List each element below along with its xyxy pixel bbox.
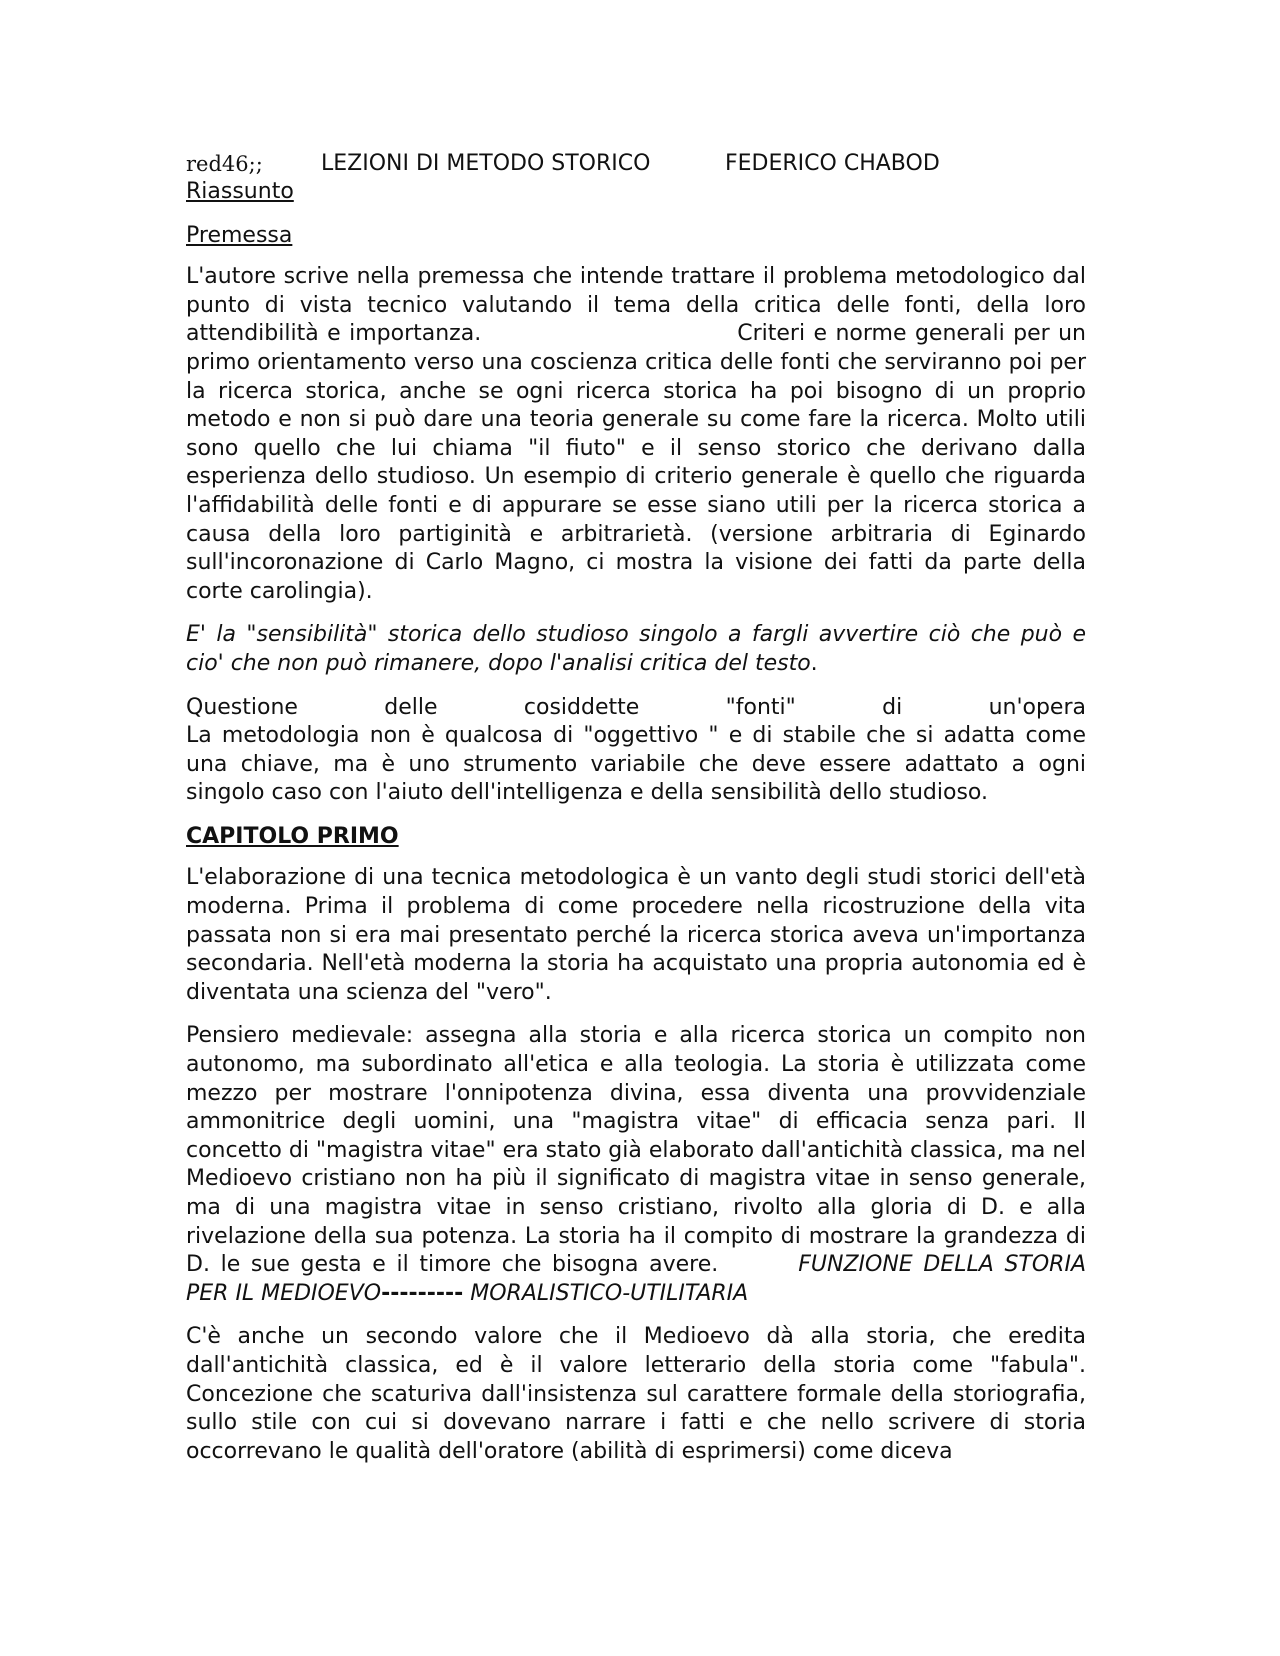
- document-page: [186, 150, 1086, 1466]
- paragraph-text: Criteri e norme generali per un primo orientamento verso una coscienza critica delle fonti che serviranno poi per la ricerca storica, anche se ogni ricerca storica ha poi bisogno di un proprio metodo e non si può dare una teoria generale su come fare la ricerca. Molto utili sono quello che lui chiama "il fiuto" e il senso storico che derivano dalla esperienza dello studioso. Un esempio di criterio generale è quello che riguarda l'affidabilità delle fonti e di appurare se esse siano utili per la ricerca storica a causa della loro partiginità e arbitrarietà. (versione arbitraria di Eginardo sull'incoronazione di Carlo Magno, ci mostra la visione dei fatti da parte della corte carolingia).: [186, 321, 1086, 604]
- paragraph: [186, 1022, 1086, 1308]
- paragraph-text: .: [810, 650, 818, 676]
- section-heading-premessa: Premessa: [186, 222, 293, 248]
- paragraph: C'è anche un secondo valore che il Medioevo dà alla storia, che eredita dall'antichità classica, ed è il valore letterario della storia come "fabula". Concezione che scaturiva dall'insistenza sul carattere formale della storiografia, sullo stile con cui si dovevano narrare i fatti e che nello scrivere di storia occorrevano le qualità dell'oratore (abilità di esprimersi) come diceva: [186, 1324, 1086, 1464]
- italic-text: E' la "sensibilità" storica dello studioso singolo a fargli avvertire ciò che può e cio' che non può rimanere, dopo l'analisi critica del testo: [186, 622, 1086, 676]
- paragraph-text: L'autore scrive nella premessa che intende trattare il problema metodologico dal punto di vista tecnico valutando il tema della critica delle fonti, della loro attendibilità e importanza.: [186, 264, 1086, 347]
- dashes-text: ---------: [381, 1280, 464, 1306]
- paragraph-text: Questione delle cosiddette "fonti" di un'opera: [186, 694, 1086, 720]
- italic-text: FUNZIONE DELLA STORIA PER IL MEDIOEVO: [186, 1252, 1086, 1306]
- chapter-heading: CAPITOLO PRIMO: [186, 823, 399, 849]
- italic-text: MORALISTICO-UTILITARIA: [463, 1280, 749, 1306]
- paragraph-italic: [186, 621, 1086, 678]
- document-header: [186, 150, 1086, 178]
- paragraph-text: Pensiero medievale: assegna alla storia e alla ricerca storica un compito non autonomo, ma subordinato all'etica e alla teologia. La storia è utilizzata come mezzo per mostrare l'onnipotenza divina, essa diventa una provvidenziale ammonitrice degli uomini, una "magistra vitae" di efficacia senza pari. Il concetto di "magistra vitae" era stato già elaborato dall'antichità classica, ma nel Medioevo cristiano non ha più il significato di magistra vitae in senso generale, ma di una magistra vitae in senso cristiano, rivolto alla gloria di D. e alla rivelazione della sua potenza. La storia ha il compito di mostrare la grandezza di D. le sue gesta e il timore che bisogna avere.: [186, 1023, 1086, 1278]
- document-subtitle: Riassunto: [186, 179, 294, 204]
- paragraph-text: La metodologia non è qualcosa di "oggettivo " e di stabile che si adatta come una chiave, ma è uno strumento variabile che deve essere adattato a ogni singolo caso con l'aiuto dell'intelligenza e della sensibilità dello studioso.: [186, 723, 1086, 806]
- document-code: red46;;: [186, 152, 263, 176]
- paragraph: [186, 694, 1086, 808]
- paragraph: [186, 263, 1086, 606]
- document-author: FEDERICO CHABOD: [725, 151, 940, 176]
- paragraph: L'elaborazione di una tecnica metodologica è un vanto degli studi storici dell'età moderna. Prima il problema di come procedere nella ricostruzione della vita passata non si era mai presentato perché la ricerca storica aveva un'importanza secondaria. Nell'età moderna la storia ha acquistato una propria autonomia ed è diventata una scienza del "vero".: [186, 865, 1086, 1005]
- document-title: LEZIONI DI METODO STORICO: [321, 151, 651, 176]
